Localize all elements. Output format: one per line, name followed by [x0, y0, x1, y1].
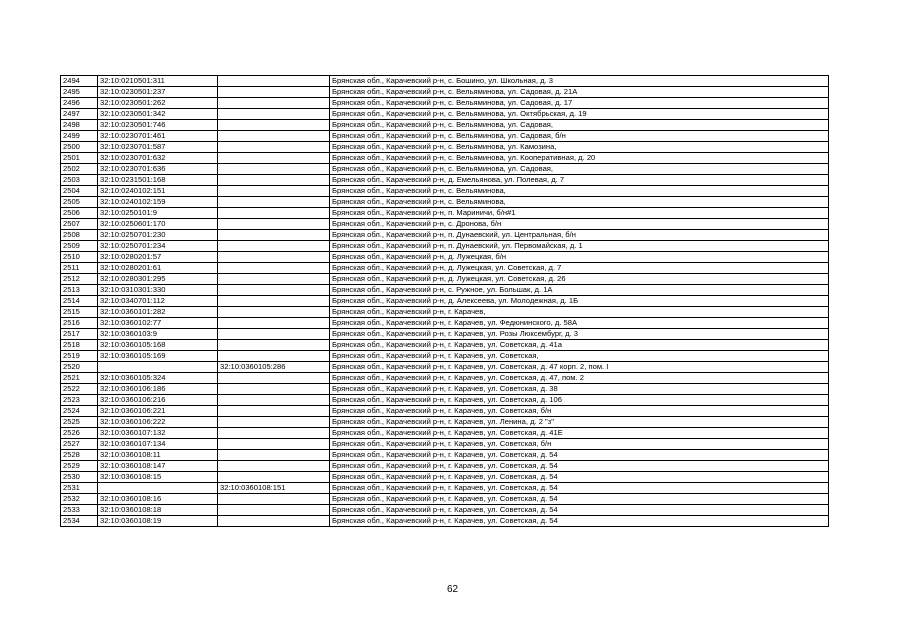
row-number-cell: 2502	[61, 164, 98, 175]
row-number-cell: 2518	[61, 340, 98, 351]
address-cell: Брянская обл., Карачевский р-н, г. Карачев, ул. Советская, д. 47, пом. 2	[330, 373, 829, 384]
cadastral-number-extra-cell	[218, 472, 330, 483]
row-number-cell: 2533	[61, 505, 98, 516]
address-cell: Брянская обл., Карачевский р-н, с. Вельяминова, ул. Кооперативная, д. 20	[330, 153, 829, 164]
row-number-cell: 2523	[61, 395, 98, 406]
row-number-cell: 2528	[61, 450, 98, 461]
address-cell: Брянская обл., Карачевский р-н, г. Карачев, ул. Розы Люксембург, д. 3	[330, 329, 829, 340]
row-number-cell: 2503	[61, 175, 98, 186]
cadastral-number-extra-cell	[218, 230, 330, 241]
table-row	[61, 175, 829, 186]
row-number-cell: 2526	[61, 428, 98, 439]
cadastral-number-extra-cell	[218, 120, 330, 131]
address-cell: Брянская обл., Карачевский р-н, г. Карачев, ул. Советская, д. 54	[330, 461, 829, 472]
cadastral-number-extra-cell	[218, 142, 330, 153]
cadastral-number-cell: 32:10:0360105:324	[98, 373, 218, 384]
cadastral-number-extra-cell	[218, 153, 330, 164]
table-row	[61, 285, 829, 296]
cadastral-number-cell: 32:10:0230501:262	[98, 98, 218, 109]
cadastral-number-extra-cell	[218, 516, 330, 527]
cadastral-number-cell: 32:10:0310301:330	[98, 285, 218, 296]
cadastral-number-cell: 32:10:0230501:342	[98, 109, 218, 120]
row-number-cell: 2498	[61, 120, 98, 131]
address-cell: Брянская обл., Карачевский р-н, с. Вельяминова,	[330, 186, 829, 197]
row-number-cell: 2495	[61, 87, 98, 98]
cadastral-number-cell: 32:10:0360106:216	[98, 395, 218, 406]
cadastral-number-cell: 32:10:0230701:587	[98, 142, 218, 153]
address-cell: Брянская обл., Карачевский р-н, с. Вельяминова, ул. Садовая,	[330, 120, 829, 131]
cadastral-number-extra-cell	[218, 285, 330, 296]
cadastral-number-cell: 32:10:0360108:18	[98, 505, 218, 516]
cadastral-number-extra-cell	[218, 131, 330, 142]
cadastral-number-extra-cell	[218, 439, 330, 450]
address-cell: Брянская обл., Карачевский р-н, с. Вельяминова, ул. Садовая, д. 17	[330, 98, 829, 109]
row-number-cell: 2500	[61, 142, 98, 153]
cadastral-number-cell: 32:10:0360108:16	[98, 494, 218, 505]
table-row	[61, 252, 829, 263]
row-number-cell: 2511	[61, 263, 98, 274]
cadastral-number-extra-cell	[218, 241, 330, 252]
table-row	[61, 340, 829, 351]
address-cell: Брянская обл., Карачевский р-н, г. Карачев, ул. Советская, д. 47 корп. 2, пом. I	[330, 362, 829, 373]
cadastral-number-cell: 32:10:0240102:159	[98, 197, 218, 208]
cadastral-number-extra-cell	[218, 186, 330, 197]
address-cell: Брянская обл., Карачевский р-н, п. Дунаевский, ул. Первомайская, д. 1	[330, 241, 829, 252]
cadastral-number-cell	[98, 483, 218, 494]
cadastral-number-extra-cell: 32:10:0360108:151	[218, 483, 330, 494]
address-cell: Брянская обл., Карачевский р-н, с. Вельяминова, ул. Садовая, д. 21А	[330, 87, 829, 98]
cadastral-number-extra-cell	[218, 164, 330, 175]
cadastral-number-extra-cell	[218, 406, 330, 417]
cadastral-number-extra-cell	[218, 340, 330, 351]
row-number-cell: 2512	[61, 274, 98, 285]
row-number-cell: 2530	[61, 472, 98, 483]
row-number-cell: 2519	[61, 351, 98, 362]
cadastral-number-cell: 32:10:0230701:632	[98, 153, 218, 164]
row-number-cell: 2514	[61, 296, 98, 307]
table-row	[61, 164, 829, 175]
cadastral-number-cell: 32:10:0210501:311	[98, 76, 218, 87]
table-row	[61, 197, 829, 208]
row-number-cell: 2529	[61, 461, 98, 472]
cadastral-number-cell: 32:10:0231501:168	[98, 175, 218, 186]
row-number-cell: 2517	[61, 329, 98, 340]
cadastral-number-extra-cell	[218, 252, 330, 263]
row-number-cell: 2515	[61, 307, 98, 318]
row-number-cell: 2527	[61, 439, 98, 450]
table-row	[61, 153, 829, 164]
table-row	[61, 131, 829, 142]
row-number-cell: 2532	[61, 494, 98, 505]
cadastral-number-cell: 32:10:0360106:221	[98, 406, 218, 417]
row-number-cell: 2509	[61, 241, 98, 252]
row-number-cell: 2497	[61, 109, 98, 120]
table-row	[61, 208, 829, 219]
address-cell: Брянская обл., Карачевский р-н, с. Ружное, ул. Большак, д. 1А	[330, 285, 829, 296]
row-number-cell: 2524	[61, 406, 98, 417]
cadastral-number-cell: 32:10:0230701:461	[98, 131, 218, 142]
cadastral-number-extra-cell	[218, 296, 330, 307]
address-cell: Брянская обл., Карачевский р-н, г. Карачев, ул. Советская, д. 54	[330, 505, 829, 516]
cadastral-number-extra-cell	[218, 219, 330, 230]
registry-table-body	[61, 76, 829, 527]
cadastral-number-cell: 32:10:0240102:151	[98, 186, 218, 197]
address-cell: Брянская обл., Карачевский р-н, г. Карачев, ул. Советская, д. 106	[330, 395, 829, 406]
address-cell: Брянская обл., Карачевский р-н, г. Карачев,	[330, 307, 829, 318]
cadastral-number-extra-cell	[218, 274, 330, 285]
address-cell: Брянская обл., Карачевский р-н, д. Лужецкая, ул. Советская, д. 7	[330, 263, 829, 274]
row-number-cell: 2508	[61, 230, 98, 241]
table-row	[61, 142, 829, 153]
cadastral-number-extra-cell	[218, 494, 330, 505]
row-number-cell: 2531	[61, 483, 98, 494]
table-row	[61, 384, 829, 395]
cadastral-number-extra-cell	[218, 505, 330, 516]
cadastral-number-cell: 32:10:0230501:746	[98, 120, 218, 131]
cadastral-number-cell: 32:10:0360108:15	[98, 472, 218, 483]
address-cell: Брянская обл., Карачевский р-н, г. Карачев, ул. Советская,	[330, 351, 829, 362]
row-number-cell: 2504	[61, 186, 98, 197]
address-cell: Брянская обл., Карачевский р-н, г. Карачев, ул. Советская, д. 54	[330, 494, 829, 505]
address-cell: Брянская обл., Карачевский р-н, д. Емельянова, ул. Полевая, д. 7	[330, 175, 829, 186]
table-row	[61, 505, 829, 516]
table-row	[61, 186, 829, 197]
address-cell: Брянская обл., Карачевский р-н, п. Мариничи, б/н#1	[330, 208, 829, 219]
cadastral-number-extra-cell	[218, 197, 330, 208]
cadastral-number-extra-cell	[218, 373, 330, 384]
table-row	[61, 230, 829, 241]
row-number-cell: 2499	[61, 131, 98, 142]
address-cell: Брянская обл., Карачевский р-н, д. Лужецкая, ул. Советская, д. 26	[330, 274, 829, 285]
cadastral-number-cell: 32:10:0340701:112	[98, 296, 218, 307]
row-number-cell: 2525	[61, 417, 98, 428]
cadastral-number-cell: 32:10:0230501:237	[98, 87, 218, 98]
cadastral-number-extra-cell	[218, 329, 330, 340]
address-cell: Брянская обл., Карачевский р-н, д. Алексеева, ул. Молодежная, д. 1Б	[330, 296, 829, 307]
table-row	[61, 219, 829, 230]
row-number-cell: 2522	[61, 384, 98, 395]
cadastral-number-extra-cell	[218, 98, 330, 109]
table-row	[61, 307, 829, 318]
row-number-cell: 2510	[61, 252, 98, 263]
row-number-cell: 2496	[61, 98, 98, 109]
cadastral-number-cell: 32:10:0280201:61	[98, 263, 218, 274]
cadastral-number-extra-cell	[218, 87, 330, 98]
cadastral-number-extra-cell	[218, 384, 330, 395]
address-cell: Брянская обл., Карачевский р-н, д. Лужецкая, б/н	[330, 252, 829, 263]
address-cell: Брянская обл., Карачевский р-н, с. Вельяминова,	[330, 197, 829, 208]
row-number-cell: 2516	[61, 318, 98, 329]
row-number-cell: 2494	[61, 76, 98, 87]
table-row	[61, 439, 829, 450]
table-row	[61, 241, 829, 252]
cadastral-number-extra-cell	[218, 175, 330, 186]
row-number-cell: 2534	[61, 516, 98, 527]
row-number-cell: 2505	[61, 197, 98, 208]
address-cell: Брянская обл., Карачевский р-н, г. Карачев, ул. Советская, д. 38	[330, 384, 829, 395]
table-row	[61, 318, 829, 329]
cadastral-number-cell: 32:10:0360107:132	[98, 428, 218, 439]
cadastral-number-cell: 32:10:0280301:295	[98, 274, 218, 285]
cadastral-number-cell: 32:10:0360103:9	[98, 329, 218, 340]
cadastral-number-cell: 32:10:0230701:636	[98, 164, 218, 175]
cadastral-number-cell: 32:10:0250601:170	[98, 219, 218, 230]
table-row	[61, 472, 829, 483]
table-row	[61, 329, 829, 340]
cadastral-number-extra-cell	[218, 318, 330, 329]
cadastral-number-cell: 32:10:0360105:169	[98, 351, 218, 362]
address-cell: Брянская обл., Карачевский р-н, г. Карачев, ул. Советская, б/н	[330, 439, 829, 450]
address-cell: Брянская обл., Карачевский р-н, с. Вельяминова, ул. Октябрьская, д. 19	[330, 109, 829, 120]
cadastral-number-cell: 32:10:0250701:230	[98, 230, 218, 241]
address-cell: Брянская обл., Карачевский р-н, с. Бошино, ул. Школьная, д. 3	[330, 76, 829, 87]
row-number-cell: 2501	[61, 153, 98, 164]
address-cell: Брянская обл., Карачевский р-н, г. Карачев, ул. Советская, д. 54	[330, 472, 829, 483]
table-row	[61, 406, 829, 417]
address-cell: Брянская обл., Карачевский р-н, г. Карачев, ул. Ленина, д. 2 "з"	[330, 417, 829, 428]
cadastral-number-cell: 32:10:0360107:134	[98, 439, 218, 450]
table-row	[61, 120, 829, 131]
cadastral-number-cell: 32:10:0360106:222	[98, 417, 218, 428]
address-cell: Брянская обл., Карачевский р-н, г. Карачев, ул. Советская, д. 54	[330, 450, 829, 461]
table-row	[61, 296, 829, 307]
cadastral-number-extra-cell: 32:10:0360105:286	[218, 362, 330, 373]
table-row	[61, 373, 829, 384]
table-row	[61, 76, 829, 87]
cadastral-number-extra-cell	[218, 428, 330, 439]
page-number: 62	[446, 584, 459, 595]
address-cell: Брянская обл., Карачевский р-н, с. Вельяминова, ул. Садовая, б/н	[330, 131, 829, 142]
address-cell: Брянская обл., Карачевский р-н, с. Дронова, б/н	[330, 219, 829, 230]
table-row	[61, 494, 829, 505]
address-cell: Брянская обл., Карачевский р-н, г. Карачев, ул. Советская, д. 41Е	[330, 428, 829, 439]
cadastral-number-extra-cell	[218, 395, 330, 406]
address-cell: Брянская обл., Карачевский р-н, с. Вельяминова, ул. Камозина,	[330, 142, 829, 153]
table-row	[61, 98, 829, 109]
table-row	[61, 351, 829, 362]
address-cell: Брянская обл., Карачевский р-н, с. Вельяминова, ул. Садовая,	[330, 164, 829, 175]
cadastral-number-extra-cell	[218, 417, 330, 428]
cadastral-number-extra-cell	[218, 109, 330, 120]
table-row	[61, 109, 829, 120]
row-number-cell: 2513	[61, 285, 98, 296]
address-cell: Брянская обл., Карачевский р-н, г. Карачев, ул. Советская, д. 54	[330, 516, 829, 527]
cadastral-number-cell	[98, 362, 218, 373]
table-row	[61, 461, 829, 472]
table-row	[61, 516, 829, 527]
table-row	[61, 87, 829, 98]
table-row	[61, 263, 829, 274]
row-number-cell: 2506	[61, 208, 98, 219]
cadastral-number-cell: 32:10:0360108:11	[98, 450, 218, 461]
address-cell: Брянская обл., Карачевский р-н, г. Карачев, ул. Советская, д. 54	[330, 483, 829, 494]
table-row	[61, 362, 829, 373]
table-row	[61, 483, 829, 494]
table-row	[61, 450, 829, 461]
cadastral-number-cell: 32:10:0250701:234	[98, 241, 218, 252]
cadastral-number-extra-cell	[218, 450, 330, 461]
cadastral-number-cell: 32:10:0360105:168	[98, 340, 218, 351]
cadastral-number-extra-cell	[218, 307, 330, 318]
table-row	[61, 417, 829, 428]
address-cell: Брянская обл., Карачевский р-н, п. Дунаевский, ул. Центральная, б/н	[330, 230, 829, 241]
row-number-cell: 2521	[61, 373, 98, 384]
table-row	[61, 428, 829, 439]
cadastral-number-cell: 32:10:0360102:77	[98, 318, 218, 329]
cadastral-number-cell: 32:10:0360108:19	[98, 516, 218, 527]
cadastral-number-cell: 32:10:0280201:57	[98, 252, 218, 263]
row-number-cell: 2520	[61, 362, 98, 373]
row-number-cell: 2507	[61, 219, 98, 230]
cadastral-number-extra-cell	[218, 351, 330, 362]
cadastral-number-extra-cell	[218, 461, 330, 472]
address-cell: Брянская обл., Карачевский р-н, г. Карачев, ул. Федюнинского, д. 58А	[330, 318, 829, 329]
table-row	[61, 395, 829, 406]
address-cell: Брянская обл., Карачевский р-н, г. Карачев, ул. Советская, д. 41а	[330, 340, 829, 351]
cadastral-number-cell: 32:10:0360108:147	[98, 461, 218, 472]
address-cell: Брянская обл., Карачевский р-н, г. Карачев, ул. Советская, б/н	[330, 406, 829, 417]
cadastral-number-cell: 32:10:0360101:282	[98, 307, 218, 318]
cadastral-number-extra-cell	[218, 208, 330, 219]
cadastral-number-extra-cell	[218, 263, 330, 274]
table-row	[61, 274, 829, 285]
registry-table	[60, 75, 829, 527]
cadastral-number-cell: 32:10:0360106:186	[98, 384, 218, 395]
cadastral-number-extra-cell	[218, 76, 330, 87]
cadastral-number-cell: 32:10:0250101:9	[98, 208, 218, 219]
